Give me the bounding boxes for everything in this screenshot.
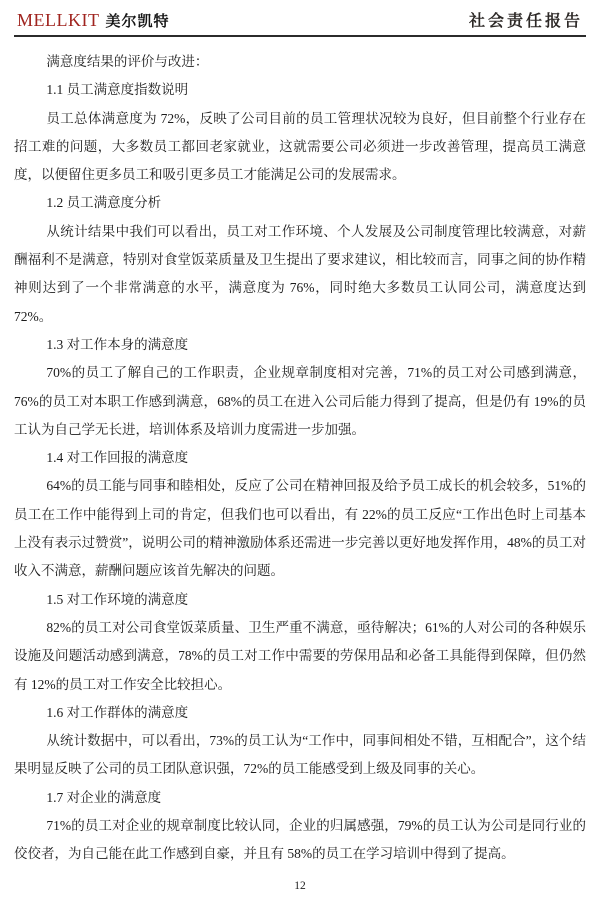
paragraph: 满意度结果的评价与改进：	[46, 54, 209, 69]
paragraph: 64%的员工能与同事和睦相处，反应了公司在精神回报及给予员工成长的机会较多，51%的员工在工作中能得到上司的肯定，但我们也可以看出，有 22%的员工反应“工作出色时上司基本上没有表示过赞赏”，说明公司的精神激励体系还需进一步完善以更好地发挥作用，48%的员工对收入不满意，薪酬问题应该首先解决的问题。	[14, 478, 586, 579]
page-header	[14, 8, 586, 37]
section-heading: 1.1 员工满意度指数说明	[46, 82, 189, 98]
section-heading: 1.5 对工作环境的满意度	[46, 591, 189, 607]
section-heading: 1.6 对工作群体的满意度	[46, 704, 189, 720]
section-heading: 1.2 员工满意度分析	[46, 195, 162, 211]
paragraph: 70%的员工了解自己的工作职责，企业规章制度相对完善，71%的员工对公司感到满意，76%的员工对本职工作感到满意，68%的员工在进入公司后能力得到了提高，但是仍有 19%的员工认为自己学无长进，培训体系及培训力度需进一步加强。	[14, 365, 586, 437]
section-heading: 1.4 对工作回报的满意度	[46, 450, 189, 466]
brand-name-chinese: 美尔凯特	[105, 13, 170, 30]
brand	[17, 10, 170, 31]
section-heading: 1.3 对工作本身的满意度	[46, 336, 189, 352]
paragraph: 82%的员工对公司食堂饭菜质量、卫生严重不满意，亟待解决；61%的人对公司的各种娱乐设施及问题活动感到满意，78%的员工对工作中需要的劳保用品和必备工具能得到保障，但仍然有 12%的员工对工作安全比较担心。	[14, 619, 586, 692]
document-body	[14, 48, 586, 869]
paragraph: 员工总体满意度为 72%，反映了公司目前的员工管理状况较为良好，但目前整个行业存在招工难的问题，大多数员工都回老家就业，这就需要公司必须进一步改善管理，提高员工满意度，以便留住更多员工和吸引更多员工才能满足公司的发展需求。	[14, 110, 586, 183]
page-footer	[0, 876, 600, 894]
paragraph: 71%的员工对企业的规章制度比较认同，企业的归属感强，79%的员工认为公司是同行业的佼佼者，为自己能在此工作感到自豪，并且有 58%的员工在学习培训中得到了提高。	[14, 818, 586, 862]
brand-logo-text: MELLKIT	[17, 10, 100, 30]
report-title: 社会责任报告	[468, 13, 583, 30]
paragraph: 从统计数据中，可以看出，73%的员工认为“工作中，同事间相处不错，互相配合”，这个结果明显反映了公司的员工团队意识强，72%的员工能感受到上级及同事的关心。	[14, 733, 586, 777]
page-number: 12	[294, 880, 306, 892]
paragraph: 从统计结果中我们可以看出，员工对工作环境、个人发展及公司制度管理比较满意，对薪酬福利不是满意，特别对食堂饭菜质量及卫生提出了要求建议，相比较而言，同事之间的协作精神则达到了一个非常满意的水平，满意度为 76%，同时绝大多数员工认同公司，满意度达到 72%。	[14, 223, 586, 324]
section-heading: 1.7 对企业的满意度	[46, 789, 162, 805]
